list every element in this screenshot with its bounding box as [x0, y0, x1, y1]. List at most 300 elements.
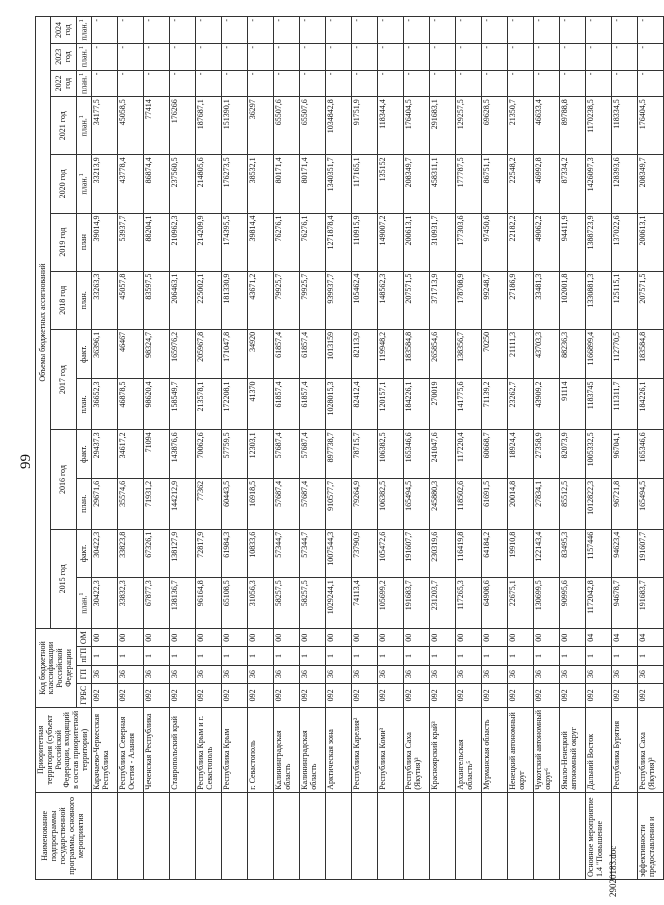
code-cell: 36: [221, 665, 247, 683]
program-cell: [299, 792, 325, 879]
program-cell: [221, 792, 247, 879]
value-cell: 207571,5: [637, 271, 663, 329]
value-cell: -: [637, 17, 663, 44]
value-cell: -: [195, 43, 221, 70]
code-cell: 36: [455, 665, 481, 683]
value-cell: 210962,3: [169, 213, 195, 271]
program-cell: [559, 792, 585, 879]
territory-cell: Ямало-Ненецкий автономный округ: [559, 707, 585, 792]
code-cell: 092: [481, 683, 507, 707]
value-cell: -: [637, 43, 663, 70]
value-cell: 1013159: [325, 329, 351, 379]
value-cell: 70250: [481, 329, 507, 379]
value-cell: 39014,9: [91, 213, 117, 271]
value-cell: 78715,7: [351, 430, 377, 478]
value-cell: 29437,3: [91, 430, 117, 478]
code-cell: 00: [195, 629, 221, 647]
code-cell: 092: [143, 683, 169, 707]
value-cell: 171047,8: [221, 329, 247, 379]
value-cell: 897738,7: [325, 430, 351, 478]
header-year-2017: 2017 год: [51, 329, 77, 430]
value-cell: 165494,5: [403, 478, 429, 529]
value-cell: 191607,7: [403, 529, 429, 577]
value-cell: 205967,8: [195, 329, 221, 379]
value-cell: 21350,7: [507, 97, 533, 155]
table-header: [36, 17, 92, 880]
value-cell: 18924,4: [507, 430, 533, 478]
code-cell: 36: [585, 665, 611, 683]
value-cell: 86874,4: [143, 155, 169, 213]
value-cell: 88236,3: [559, 329, 585, 379]
territory-cell: Республика Карелия²: [351, 707, 377, 792]
code-cell: 092: [377, 683, 403, 707]
value-cell: 57687,4: [299, 478, 325, 529]
value-cell: 29671,6: [91, 478, 117, 529]
code-cell: 092: [585, 683, 611, 707]
value-cell: -: [325, 70, 351, 97]
code-cell: 092: [169, 683, 195, 707]
header-year-2024: 2024 год: [51, 17, 77, 44]
code-cell: 04: [611, 629, 637, 647]
code-cell: 00: [299, 629, 325, 647]
header-plan: план.$^1$: [77, 155, 92, 213]
value-cell: 165976,2: [169, 329, 195, 379]
value-cell: 19910,8: [507, 529, 533, 577]
value-cell: 118334,5: [611, 97, 637, 155]
value-cell: -: [403, 17, 429, 44]
territory-cell: Ненецкий автономный округ: [507, 707, 533, 792]
value-cell: -: [481, 43, 507, 70]
code-cell: 1: [507, 647, 533, 665]
value-cell: 27834,1: [533, 478, 559, 529]
program-cell: [533, 792, 559, 879]
value-cell: 43778,4: [117, 155, 143, 213]
table-row: [91, 17, 117, 880]
territory-cell: Республика Северная Осетия - Алания: [117, 707, 143, 792]
value-cell: -: [273, 70, 299, 97]
value-cell: 33832,3: [117, 578, 143, 629]
program-cell: [117, 792, 143, 879]
header-volumes: Объемы бюджетных ассигнований: [36, 17, 51, 629]
code-cell: 04: [585, 629, 611, 647]
code-cell: 1: [299, 647, 325, 665]
value-cell: 105699,2: [377, 578, 403, 629]
value-cell: 1028015,3: [325, 379, 351, 430]
code-cell: 36: [429, 665, 455, 683]
value-cell: 1170238,5: [585, 97, 611, 155]
value-cell: -: [169, 43, 195, 70]
value-cell: -: [377, 17, 403, 44]
value-cell: -: [325, 17, 351, 44]
value-cell: -: [247, 70, 273, 97]
value-cell: -: [637, 70, 663, 97]
value-cell: 184226,1: [637, 379, 663, 430]
code-cell: 1: [481, 647, 507, 665]
value-cell: 60668,7: [481, 430, 507, 478]
value-cell: -: [429, 17, 455, 44]
table-row: [247, 17, 273, 880]
code-cell: 00: [273, 629, 299, 647]
territory-cell: Республика Саха (Якутия)³: [403, 707, 429, 792]
header-fact: факт.: [77, 329, 92, 379]
code-cell: 092: [533, 683, 559, 707]
code-cell: 00: [403, 629, 429, 647]
code-cell: 36: [247, 665, 273, 683]
code-cell: 1: [273, 647, 299, 665]
code-cell: 1: [429, 647, 455, 665]
value-cell: 138136,7: [169, 578, 195, 629]
code-cell: 1: [559, 647, 585, 665]
table-row: [533, 17, 559, 880]
table-row: [221, 17, 247, 880]
value-cell: -: [247, 43, 273, 70]
value-cell: 49062,2: [533, 213, 559, 271]
value-cell: 181330,9: [221, 271, 247, 329]
value-cell: 183584,8: [403, 329, 429, 379]
value-cell: 34617,2: [117, 430, 143, 478]
value-cell: 33481,3: [533, 271, 559, 329]
value-cell: 112770,5: [611, 329, 637, 379]
value-cell: 57759,5: [221, 430, 247, 478]
value-cell: 1012822,3: [585, 478, 611, 529]
value-cell: 38532,1: [247, 155, 273, 213]
value-cell: 87334,2: [559, 155, 585, 213]
header-fact: факт.: [77, 529, 92, 577]
value-cell: 94623,4: [611, 529, 637, 577]
header-fact: факт.: [77, 430, 92, 478]
value-cell: -: [507, 17, 533, 44]
value-cell: 96721,8: [611, 478, 637, 529]
value-cell: 74113,4: [351, 578, 377, 629]
territory-cell: Республика Крым и г. Севастополь: [195, 707, 221, 792]
value-cell: 130699,5: [533, 578, 559, 629]
value-cell: 86751,1: [481, 155, 507, 213]
value-cell: 119948,2: [377, 329, 403, 379]
value-cell: 94678,7: [611, 578, 637, 629]
territory-cell: Мурманская область: [481, 707, 507, 792]
table-row: [455, 17, 481, 880]
code-cell: 36: [117, 665, 143, 683]
value-cell: -: [611, 43, 637, 70]
value-cell: 83597,5: [143, 271, 169, 329]
value-cell: 70062,6: [195, 430, 221, 478]
header-plan: план.: [77, 271, 92, 329]
header-om: ОМ: [77, 629, 92, 647]
value-cell: 106382,5: [377, 430, 403, 478]
value-cell: -: [403, 43, 429, 70]
table-row: [481, 17, 507, 880]
value-cell: 33213,9: [91, 155, 117, 213]
table-row: [507, 17, 533, 880]
value-cell: 33823,8: [117, 529, 143, 577]
table-row: [637, 17, 663, 880]
value-cell: 97450,6: [481, 213, 507, 271]
value-cell: -: [585, 17, 611, 44]
code-cell: 092: [507, 683, 533, 707]
program-cell: [247, 792, 273, 879]
value-cell: 61691,5: [481, 478, 507, 529]
value-cell: 53937,7: [117, 213, 143, 271]
code-cell: 00: [351, 629, 377, 647]
value-cell: 85512,5: [559, 478, 585, 529]
value-cell: 117220,4: [455, 430, 481, 478]
value-cell: 208349,7: [403, 155, 429, 213]
value-cell: 208349,7: [637, 155, 663, 213]
value-cell: 45057,8: [117, 271, 143, 329]
header-plan: план.: [77, 478, 92, 529]
code-cell: 1: [195, 647, 221, 665]
code-cell: 36: [273, 665, 299, 683]
code-cell: 092: [559, 683, 585, 707]
value-cell: 98620,4: [143, 379, 169, 430]
value-cell: 58257,5: [299, 578, 325, 629]
value-cell: 60443,5: [221, 478, 247, 529]
territory-cell: Карачаево-Черкесская Республика: [91, 707, 117, 792]
value-cell: -: [429, 43, 455, 70]
territory-cell: Красноярский край³: [429, 707, 455, 792]
value-cell: 183584,8: [637, 329, 663, 379]
value-cell: 20014,8: [507, 478, 533, 529]
value-cell: -: [377, 70, 403, 97]
value-cell: 231203,7: [429, 578, 455, 629]
value-cell: 1340351,7: [325, 155, 351, 213]
value-cell: 125115,1: [611, 271, 637, 329]
code-cell: 092: [403, 683, 429, 707]
value-cell: 200613,1: [637, 213, 663, 271]
program-cell: эффективности предоставления и: [637, 792, 663, 879]
value-cell: -: [351, 17, 377, 44]
value-cell: -: [325, 43, 351, 70]
value-cell: 43909,2: [533, 379, 559, 430]
code-cell: 36: [143, 665, 169, 683]
territory-cell: Дальний Восток: [585, 707, 611, 792]
value-cell: -: [299, 43, 325, 70]
code-cell: 1: [91, 647, 117, 665]
value-cell: -: [585, 43, 611, 70]
value-cell: 1271878,4: [325, 213, 351, 271]
value-cell: 35574,6: [117, 478, 143, 529]
value-cell: 111311,7: [611, 379, 637, 430]
program-cell: [325, 792, 351, 879]
value-cell: 61857,4: [273, 329, 299, 379]
value-cell: 46467: [117, 329, 143, 379]
value-cell: 41370: [247, 379, 273, 430]
value-cell: 46878,5: [117, 379, 143, 430]
code-cell: 1: [143, 647, 169, 665]
header-year-2022: 2022 год: [51, 70, 77, 97]
value-cell: 64908,6: [481, 578, 507, 629]
program-cell: Основное мероприятие 1.4 "Повышение: [585, 792, 611, 879]
code-cell: 092: [117, 683, 143, 707]
code-cell: 36: [377, 665, 403, 683]
value-cell: -: [559, 17, 585, 44]
value-cell: -: [273, 17, 299, 44]
program-cell: [273, 792, 299, 879]
code-cell: 00: [377, 629, 403, 647]
value-cell: -: [143, 70, 169, 97]
value-cell: -: [585, 70, 611, 97]
value-cell: 270019: [429, 379, 455, 430]
header-plan: план.$^1$: [77, 97, 92, 155]
code-cell: 36: [299, 665, 325, 683]
program-cell: [91, 792, 117, 879]
value-cell: 57687,4: [273, 478, 299, 529]
value-cell: 1029244,1: [325, 578, 351, 629]
header-pgp: пГП: [77, 647, 92, 665]
code-cell: 00: [455, 629, 481, 647]
table-row: [611, 17, 637, 880]
value-cell: 82073,9: [559, 430, 585, 478]
header-plan: план.$^1$: [77, 43, 92, 70]
value-cell: 1007544,3: [325, 529, 351, 577]
value-cell: 128393,6: [611, 155, 637, 213]
territory-cell: Архангельская область⁵: [455, 707, 481, 792]
header-program: Наименование подпрограммы государственной программы, основного мероприятия: [36, 792, 92, 879]
value-cell: -: [611, 17, 637, 44]
value-cell: 27358,9: [533, 430, 559, 478]
value-cell: 72817,9: [195, 529, 221, 577]
code-cell: 1: [533, 647, 559, 665]
value-cell: 30422,3: [91, 529, 117, 577]
value-cell: 76276,1: [273, 213, 299, 271]
value-cell: 213578,1: [195, 379, 221, 430]
value-cell: 1005332,5: [585, 430, 611, 478]
value-cell: 80171,4: [299, 155, 325, 213]
code-cell: 36: [403, 665, 429, 683]
value-cell: -: [559, 70, 585, 97]
table-row: [559, 17, 585, 880]
value-cell: 82113,9: [351, 329, 377, 379]
value-cell: 149007,2: [377, 213, 403, 271]
value-cell: -: [481, 70, 507, 97]
header-year-2016: 2016 год: [51, 430, 77, 529]
value-cell: 99248,7: [481, 271, 507, 329]
value-cell: 165494,5: [637, 478, 663, 529]
code-cell: 00: [91, 629, 117, 647]
value-cell: 116419,8: [455, 529, 481, 577]
value-cell: -: [455, 70, 481, 97]
program-cell: [455, 792, 481, 879]
table-row: [117, 17, 143, 880]
value-cell: -: [351, 70, 377, 97]
value-cell: 67326,1: [143, 529, 169, 577]
value-cell: -: [533, 17, 559, 44]
code-cell: 092: [247, 683, 273, 707]
territory-cell: Ставропольский край: [169, 707, 195, 792]
code-cell: 00: [169, 629, 195, 647]
value-cell: 61857,4: [273, 379, 299, 430]
value-cell: 69628,5: [481, 97, 507, 155]
value-cell: -: [221, 17, 247, 44]
code-cell: 1: [247, 647, 273, 665]
code-cell: 092: [221, 683, 247, 707]
value-cell: 73790,9: [351, 529, 377, 577]
value-cell: 79925,7: [273, 271, 299, 329]
value-cell: 61857,4: [299, 329, 325, 379]
budget-table: [35, 16, 664, 880]
value-cell: 230319,6: [429, 529, 455, 577]
header-code: Код бюджетной классификации Российской Федерации: [36, 629, 77, 708]
value-cell: 1166899,4: [585, 329, 611, 379]
value-cell: 10833,6: [247, 529, 273, 577]
value-cell: 117165,1: [351, 155, 377, 213]
table-row: [585, 17, 611, 880]
code-cell: 00: [247, 629, 273, 647]
value-cell: -: [377, 43, 403, 70]
program-cell: [429, 792, 455, 879]
value-cell: 23262,7: [507, 379, 533, 430]
header-year-2019: 2019 год: [51, 213, 77, 271]
header-grbs: ГРБС: [77, 683, 92, 707]
value-cell: 34177,5: [91, 97, 117, 155]
value-cell: 79925,7: [299, 271, 325, 329]
header-year-2023: 2023 год: [51, 43, 77, 70]
value-cell: 67877,3: [143, 578, 169, 629]
program-cell: [403, 792, 429, 879]
value-cell: 106382,5: [377, 478, 403, 529]
value-cell: 12303,1: [247, 430, 273, 478]
value-cell: 90995,6: [559, 578, 585, 629]
header-territory: Приоритетная территория (субъект Российской Федерации, входящий в состав приоритетной территории): [36, 707, 92, 792]
header-year-2020: 2020 год: [51, 155, 77, 213]
code-cell: 1: [611, 647, 637, 665]
value-cell: 27186,9: [507, 271, 533, 329]
value-cell: 177303,6: [455, 213, 481, 271]
value-cell: 122143,4: [533, 529, 559, 577]
value-cell: 165346,6: [403, 430, 429, 478]
territory-cell: г. Севастополь: [247, 707, 273, 792]
value-cell: 118502,6: [455, 478, 481, 529]
code-cell: 00: [507, 629, 533, 647]
value-cell: -: [455, 43, 481, 70]
table-row: [325, 17, 351, 880]
value-cell: 22548,2: [507, 155, 533, 213]
value-cell: 105462,4: [351, 271, 377, 329]
table-body: [91, 17, 663, 880]
territory-cell: Республика Бурятия: [611, 707, 637, 792]
code-cell: 00: [559, 629, 585, 647]
value-cell: 94411,9: [559, 213, 585, 271]
code-cell: 1: [403, 647, 429, 665]
code-cell: 00: [429, 629, 455, 647]
value-cell: 241047,6: [429, 430, 455, 478]
value-cell: -: [481, 17, 507, 44]
value-cell: 1426097,3: [585, 155, 611, 213]
value-cell: 105472,6: [377, 529, 403, 577]
territory-cell: Республика Саха (Якутия)³: [637, 707, 663, 792]
value-cell: 371713,9: [429, 271, 455, 329]
value-cell: 178708,9: [455, 271, 481, 329]
value-cell: 245880,3: [429, 478, 455, 529]
code-cell: 36: [325, 665, 351, 683]
value-cell: 80171,4: [273, 155, 299, 213]
code-cell: 1: [637, 647, 663, 665]
code-cell: 36: [559, 665, 585, 683]
program-cell: [507, 792, 533, 879]
value-cell: 102001,8: [559, 271, 585, 329]
value-cell: 135152: [377, 155, 403, 213]
value-cell: -: [611, 70, 637, 97]
code-cell: 092: [273, 683, 299, 707]
code-cell: 092: [429, 683, 455, 707]
value-cell: 177787,5: [455, 155, 481, 213]
value-cell: 43703,3: [533, 329, 559, 379]
code-cell: 00: [221, 629, 247, 647]
value-cell: 939937,7: [325, 271, 351, 329]
value-cell: -: [429, 70, 455, 97]
value-cell: 310931,7: [429, 213, 455, 271]
value-cell: -: [533, 43, 559, 70]
